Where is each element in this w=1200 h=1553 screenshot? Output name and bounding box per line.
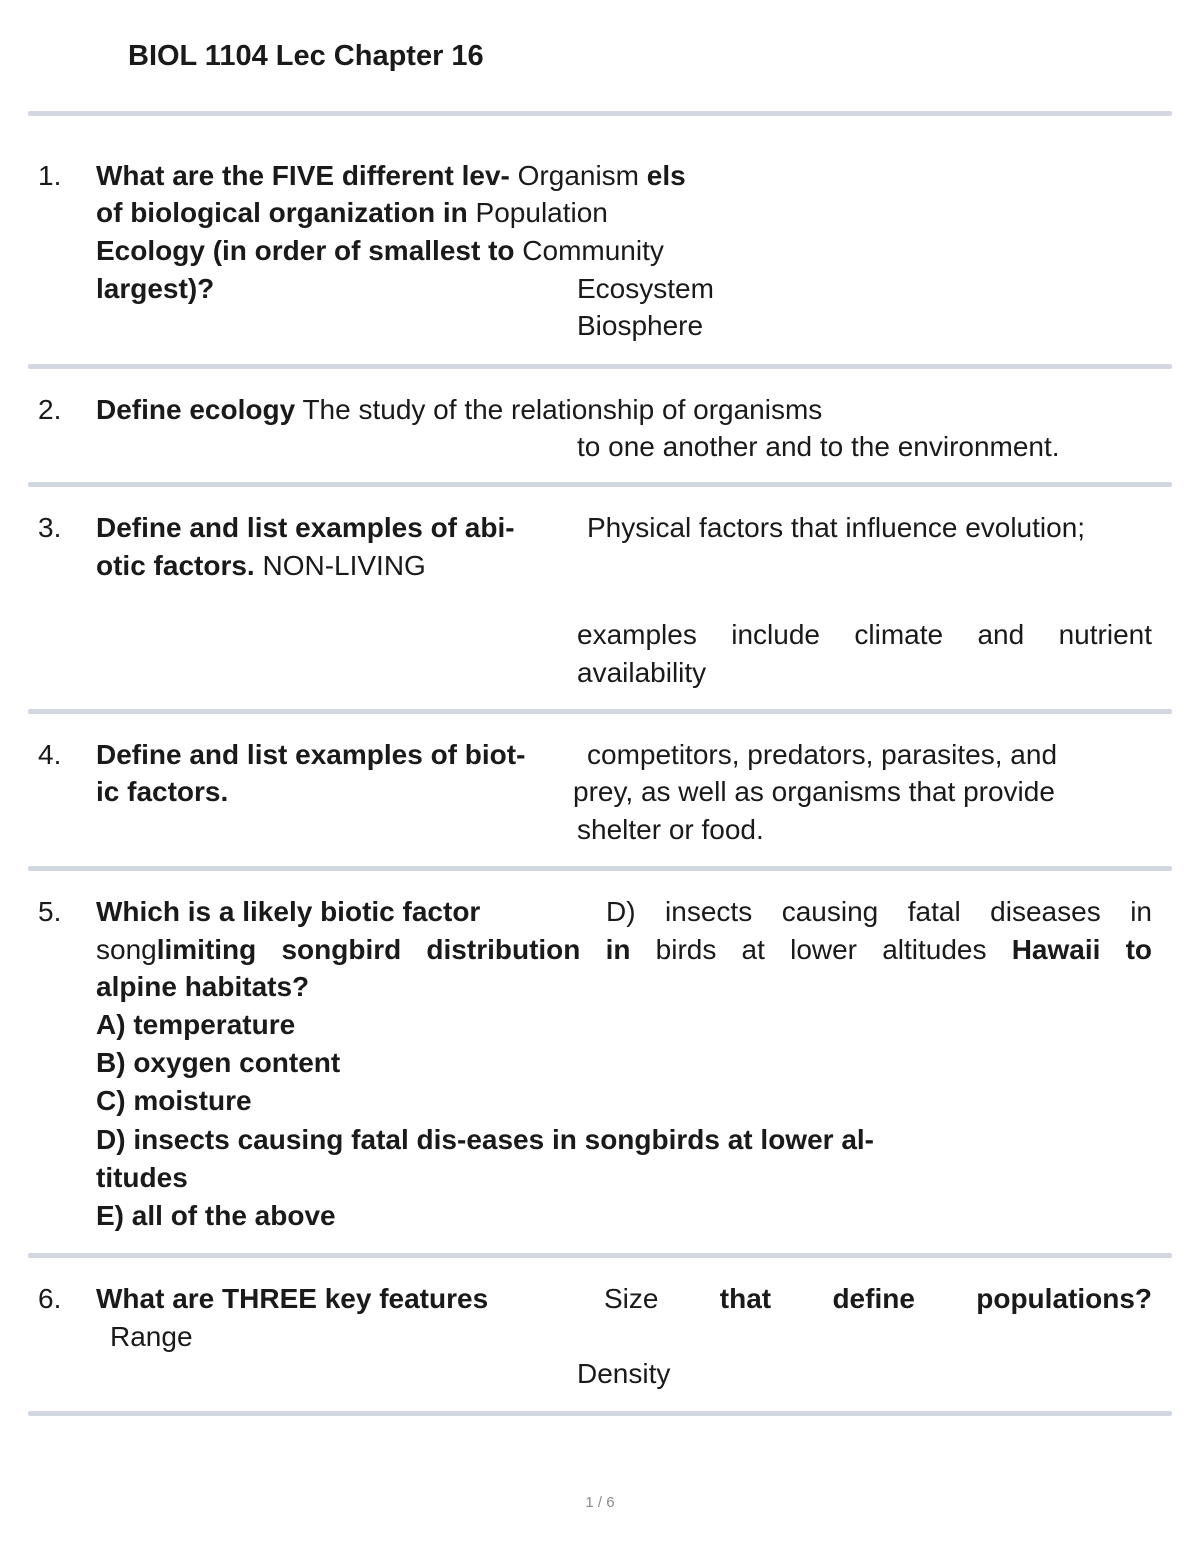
answer-text: shelter or food. [577, 814, 764, 845]
divider [28, 866, 1172, 871]
answer-text: Population [475, 197, 608, 228]
question-text: that [719, 1283, 772, 1314]
answer-text: competitors, predators, parasites, and [587, 739, 1058, 770]
divider [28, 709, 1172, 714]
question-text: largest)? [96, 273, 215, 304]
option-d-cont: titudes [96, 1162, 188, 1193]
question-text: Hawaii to [1011, 934, 1153, 965]
q6-line-1-right [604, 1280, 1152, 1318]
q2-line-1 [96, 391, 822, 429]
page-number: 1 / 6 [585, 1494, 615, 1511]
question-number: 1. [38, 160, 62, 191]
option-a: A) temperature [96, 1009, 296, 1040]
divider [28, 1411, 1172, 1416]
question-text: What are THREE key features [96, 1283, 489, 1314]
answer-text: availability [577, 657, 707, 688]
answer-text: to one another and to the environment. [577, 431, 1060, 462]
option-e: E) all of the above [96, 1200, 336, 1231]
question-number: 3. [38, 512, 62, 543]
answer-text: examples include climate and nutrient [577, 619, 1152, 650]
q5-line-2 [96, 931, 1152, 969]
q1-line-3 [96, 232, 664, 270]
question-text: Define and list examples of biot- [96, 739, 526, 770]
question-number: 2. [38, 394, 62, 425]
question-text: What are the FIVE different lev- [96, 160, 510, 191]
option-c: C) moisture [96, 1085, 252, 1116]
q1-line-1 [96, 157, 686, 195]
answer-text: Size [604, 1283, 659, 1314]
q3-line-2 [96, 547, 426, 585]
option-b: B) oxygen content [96, 1047, 341, 1078]
question-number: 4. [38, 739, 62, 770]
q1-line-2 [96, 194, 608, 232]
question-text: populations? [976, 1283, 1153, 1314]
answer-text: The study of the relationship of organisms [302, 394, 823, 425]
question-text: of biological organization in [96, 197, 468, 228]
question-text: Ecology (in order of smallest to [96, 235, 515, 266]
question-text: els [646, 160, 686, 191]
answer-text: Organism [517, 160, 640, 191]
divider [28, 1253, 1172, 1258]
question-text: ic factors. [96, 776, 229, 807]
question-number: 5. [38, 896, 62, 927]
answer-text: song [96, 934, 157, 965]
answer-text: Range [110, 1321, 193, 1352]
question-text: alpine habitats? [96, 971, 310, 1002]
page-title: BIOL 1104 Lec Chapter 16 [128, 40, 484, 72]
divider [28, 111, 1172, 116]
question-number: 6. [38, 1283, 62, 1314]
answer-text: prey, as well as organisms that provide [573, 776, 1055, 807]
question-text: Which is a likely biotic factor [96, 896, 481, 927]
answer-text: Physical factors that influence evolution; [587, 512, 1086, 543]
question-text: Define ecology [96, 394, 296, 425]
question-text: otic factors. [96, 550, 255, 581]
answer-text: birds at lower altitudes [655, 934, 987, 965]
answer-text: Ecosystem [577, 273, 714, 304]
question-text: limiting songbird distribution in [156, 934, 631, 965]
question-text: define [832, 1283, 915, 1314]
answer-text: Community [522, 235, 664, 266]
answer-text: D) insects causing fatal diseases in [606, 896, 1152, 927]
divider [28, 482, 1172, 487]
answer-text: NON-LIVING [262, 550, 426, 581]
option-d: D) insects causing fatal dis-eases in songbirds at lower al- [96, 1124, 874, 1155]
answer-text: Density [577, 1358, 671, 1389]
answer-text: Biosphere [577, 310, 704, 341]
divider [28, 364, 1172, 369]
question-text: Define and list examples of abi- [96, 512, 515, 543]
